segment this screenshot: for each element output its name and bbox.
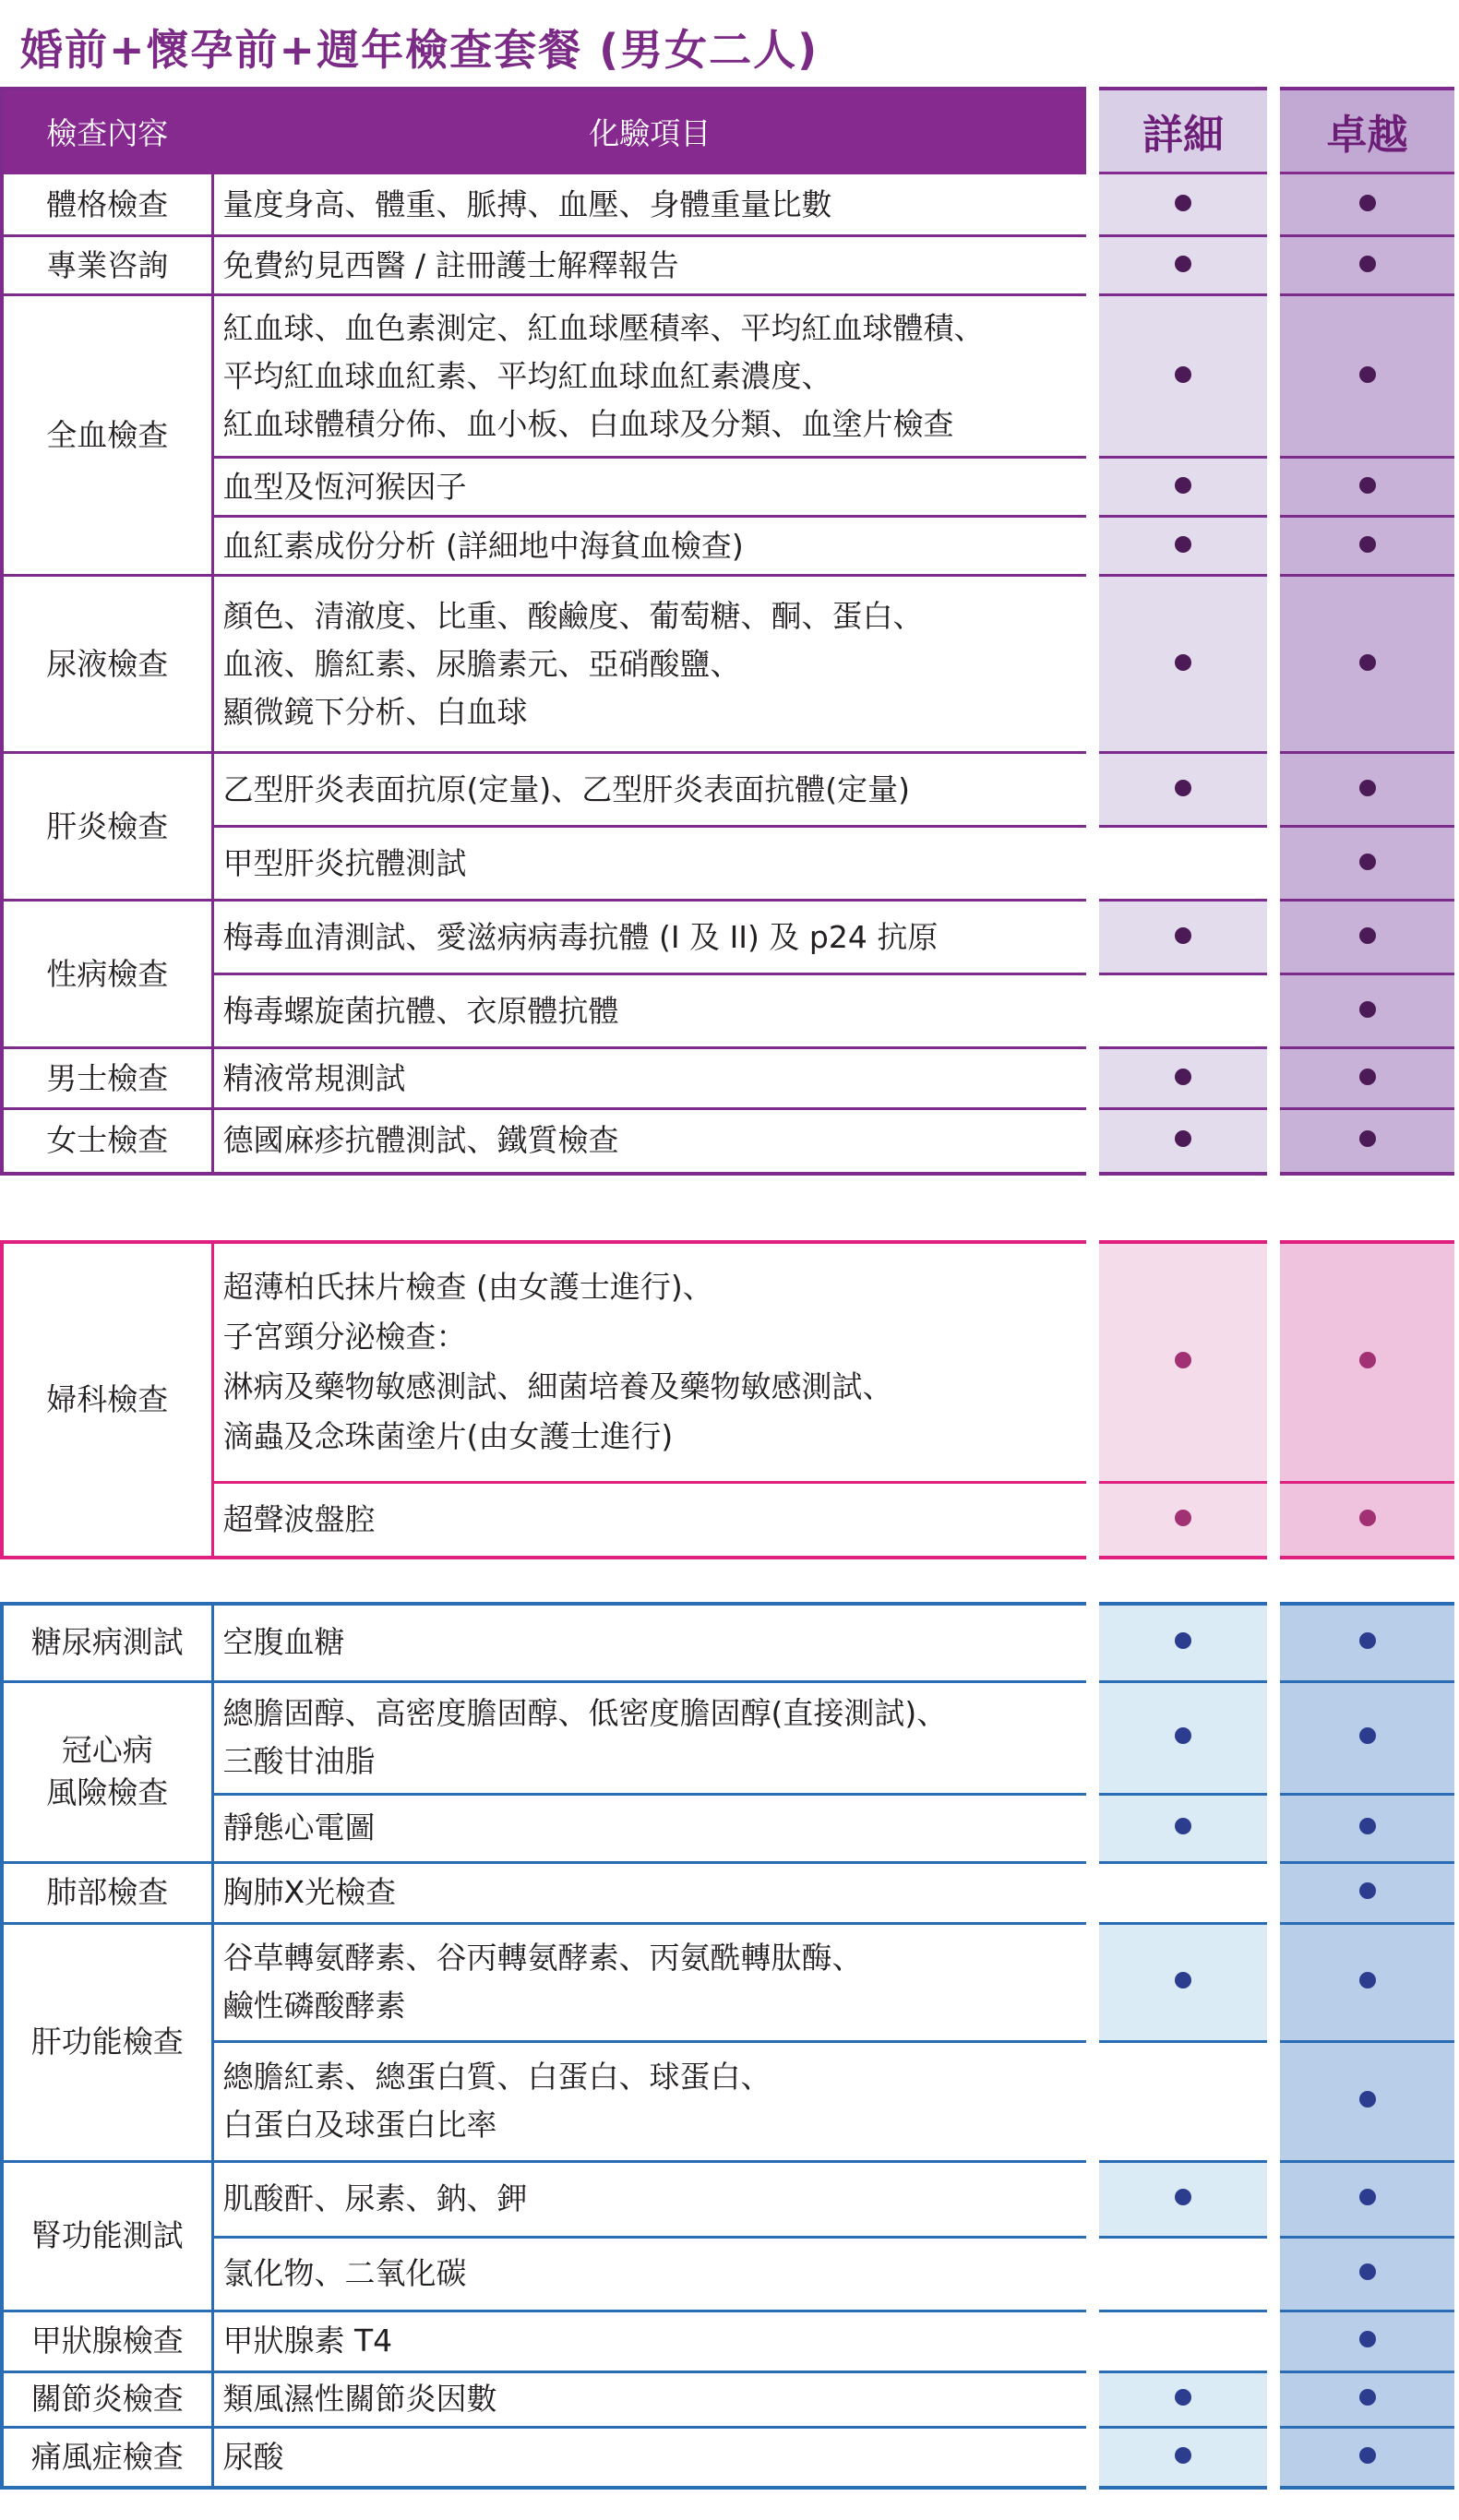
plan-premium-cell [1274, 295, 1458, 458]
test-items [212, 1794, 1093, 1862]
included-dot-icon [1359, 2331, 1376, 2347]
category-label: 糖尿病測試 [2, 1604, 212, 1681]
included-dot-icon [1359, 195, 1376, 211]
section-gynecology [0, 1240, 1459, 1559]
category-label: 關節炎檢查 [2, 2371, 212, 2427]
category-label: 性病檢查 [2, 901, 212, 1048]
test-item-line: 類風濕性關節炎因數 [222, 2381, 497, 2417]
test-item-line: 尿酸 [222, 2438, 284, 2475]
test-items [212, 2041, 1093, 2161]
plan-detailed-cell [1093, 2161, 1274, 2237]
test-item-line: 子宮頸分泌檢查： [222, 1319, 467, 1356]
plan-detailed-cell [1093, 974, 1274, 1048]
plan-premium-cell [1274, 1923, 1458, 2041]
test-items [212, 1604, 1093, 1681]
plan-detailed-cell [1093, 753, 1274, 827]
test-item-line: 紅血球、血色素測定、紅血球壓積率、平均紅血球體積、 [222, 309, 985, 346]
category-label: 腎功能測試 [2, 2161, 212, 2311]
included-dot-icon [1359, 1632, 1376, 1649]
included-dot-icon [1359, 1882, 1376, 1899]
included-dot-icon [1175, 1352, 1191, 1368]
included-dot-icon [1359, 1130, 1376, 1147]
test-items [212, 2371, 1093, 2427]
included-dot-icon [1359, 366, 1376, 383]
included-dot-icon [1175, 2389, 1191, 2406]
test-item-line: 甲型肝炎抗體測試 [222, 844, 467, 881]
plan-premium-cell [1274, 974, 1458, 1048]
plan-detailed-cell [1093, 2041, 1274, 2161]
plan-detailed-cell [1093, 1681, 1274, 1794]
header-items: 化驗項目 [212, 89, 1093, 173]
included-dot-icon [1175, 1972, 1191, 1989]
test-items [212, 2237, 1093, 2311]
table-row [2, 1604, 1458, 1681]
plan-premium-cell [1274, 576, 1458, 753]
included-dot-icon [1175, 256, 1191, 272]
included-dot-icon [1359, 2091, 1376, 2108]
test-items [212, 1862, 1093, 1923]
table-row [2, 173, 1458, 236]
plan-detailed-cell [1093, 458, 1274, 517]
table-row [2, 458, 1458, 517]
included-dot-icon [1359, 477, 1376, 494]
plan-detailed-cell [1093, 2311, 1274, 2371]
test-item-line: 白蛋白及球蛋白比率 [222, 2107, 497, 2143]
included-dot-icon [1175, 477, 1191, 494]
test-items [212, 753, 1093, 827]
category-label: 全血檢查 [2, 295, 212, 576]
included-dot-icon [1359, 2447, 1376, 2464]
test-item-line: 胸肺X光檢查 [222, 1874, 397, 1910]
test-item-line: 滴蟲及念珠菌塗片(由女護士進行) [222, 1418, 674, 1455]
category-label: 體格檢查 [2, 173, 212, 236]
plan-premium-cell [1274, 1482, 1458, 1558]
included-dot-icon [1175, 1130, 1191, 1147]
test-item-line: 甲狀腺素 T4 [222, 2323, 393, 2359]
table-row [2, 1109, 1458, 1174]
category-label: 專業咨詢 [2, 236, 212, 295]
plan-detailed-cell [1093, 576, 1274, 753]
test-item-line: 總膽固醇、高密度膽固醇、低密度膽固醇(直接測試)、 [222, 1695, 948, 1731]
test-items [212, 901, 1093, 974]
test-item-line: 谷草轉氨酵素、谷丙轉氨酵素、丙氨酰轉肽酶、 [222, 1940, 863, 1976]
test-item-line: 平均紅血球血紅素、平均紅血球血紅素濃度、 [222, 357, 832, 394]
included-dot-icon [1359, 536, 1376, 553]
plan-premium-cell [1274, 827, 1458, 901]
test-item-line: 紅血球體積分佈、血小板、白血球及分類、血塗片檢查 [222, 405, 954, 442]
included-dot-icon [1175, 2447, 1191, 2464]
table-row [2, 753, 1458, 827]
category-label: 男士檢查 [2, 1048, 212, 1109]
category-label: 婦科檢查 [2, 1242, 212, 1558]
category-label: 甲狀腺檢查 [2, 2311, 212, 2371]
test-item-line: 氯化物、二氧化碳 [222, 2255, 467, 2291]
included-dot-icon [1359, 256, 1376, 272]
plan-premium-cell [1274, 1048, 1458, 1109]
included-dot-icon [1359, 1727, 1376, 1744]
test-item-line: 血液、膽紅素、尿膽素元、亞硝酸鹽、 [222, 645, 741, 682]
table-row [2, 2041, 1458, 2161]
table-row [2, 295, 1458, 458]
plan-detailed-cell [1093, 236, 1274, 295]
plan-detailed-cell [1093, 1604, 1274, 1681]
table-row [2, 236, 1458, 295]
plan-detailed-cell [1093, 2371, 1274, 2427]
section-general [0, 87, 1459, 1176]
test-item-line: 總膽紅素、總蛋白質、白蛋白、球蛋白、 [222, 2059, 771, 2095]
table-row [2, 2371, 1458, 2427]
header-plan-detailed: 詳細 [1093, 89, 1274, 173]
table-row [2, 1681, 1458, 1794]
included-dot-icon [1359, 927, 1376, 944]
table-row [2, 1794, 1458, 1862]
plan-detailed-cell [1093, 1109, 1274, 1174]
plan-detailed-cell [1093, 1048, 1274, 1109]
test-item-line: 超聲波盤腔 [222, 1500, 376, 1537]
test-item-line: 空腹血糖 [222, 1624, 345, 1661]
plan-detailed-cell [1093, 1242, 1274, 1482]
table-row [2, 517, 1458, 576]
plan-premium-cell [1274, 1862, 1458, 1923]
included-dot-icon [1175, 2189, 1191, 2205]
test-items [212, 1109, 1093, 1174]
included-dot-icon [1175, 1632, 1191, 1649]
category-label: 肺部檢查 [2, 1862, 212, 1923]
test-item-line: 免費約見西醫 / 註冊護士解釋報告 [222, 246, 679, 283]
category-label: 尿液檢查 [2, 576, 212, 753]
included-dot-icon [1175, 1727, 1191, 1744]
test-item-line: 血紅素成份分析 (詳細地中海貧血檢查) [222, 527, 744, 564]
test-item-line: 血型及恆河猴因子 [222, 468, 467, 505]
included-dot-icon [1175, 654, 1191, 671]
test-item-line: 量度身高、體重、脈搏、血壓、身體重量比數 [222, 185, 832, 222]
page-title: 婚前+懷孕前+週年檢查套餐 (男女二人) [20, 25, 819, 75]
plan-detailed-cell [1093, 2237, 1274, 2311]
plan-detailed-cell [1093, 517, 1274, 576]
test-item-line: 肌酸酐、尿素、鈉、鉀 [222, 2180, 528, 2216]
test-item-line: 梅毒螺旋菌抗體、衣原體抗體 [222, 992, 619, 1029]
plan-premium-cell [1274, 2371, 1458, 2427]
plan-detailed-cell [1093, 827, 1274, 901]
plan-premium-cell [1274, 1109, 1458, 1174]
included-dot-icon [1175, 1818, 1191, 1834]
test-items [212, 1681, 1093, 1794]
included-dot-icon [1359, 2189, 1376, 2205]
test-items [212, 295, 1093, 458]
test-items [212, 2427, 1093, 2488]
header-category: 檢查內容 [2, 89, 212, 173]
test-items [212, 576, 1093, 753]
category-label: 冠心病 風險檢查 [2, 1681, 212, 1862]
test-item-line: 超薄柏氏抹片檢查 (由女護士進行)、 [222, 1269, 713, 1306]
test-items [212, 1482, 1093, 1558]
plan-detailed-cell [1093, 2427, 1274, 2488]
table-row [2, 2427, 1458, 2488]
test-items [212, 1048, 1093, 1109]
included-dot-icon [1359, 654, 1376, 671]
test-items [212, 827, 1093, 901]
plan-detailed-cell [1093, 1794, 1274, 1862]
test-item-line: 靜態心電圖 [222, 1809, 376, 1845]
test-items [212, 2161, 1093, 2237]
plan-detailed-cell [1093, 173, 1274, 236]
table-row [2, 827, 1458, 901]
table-row [2, 1048, 1458, 1109]
test-items [212, 517, 1093, 576]
included-dot-icon [1359, 1972, 1376, 1989]
test-items [212, 1242, 1093, 1482]
test-item-line: 三酸甘油脂 [222, 1743, 376, 1779]
plan-premium-cell [1274, 1242, 1458, 1482]
plan-premium-cell [1274, 2237, 1458, 2311]
plan-detailed-cell [1093, 1923, 1274, 2041]
table-row [2, 1242, 1458, 1482]
test-item-line: 顯微鏡下分析、白血球 [222, 693, 528, 730]
table-row [2, 576, 1458, 753]
plan-premium-cell [1274, 2427, 1458, 2488]
included-dot-icon [1359, 1510, 1376, 1526]
table-row [2, 901, 1458, 974]
included-dot-icon [1175, 1510, 1191, 1526]
table-row [2, 1923, 1458, 2041]
table-row [2, 974, 1458, 1048]
plan-premium-cell [1274, 173, 1458, 236]
included-dot-icon [1359, 854, 1376, 870]
test-items [212, 2311, 1093, 2371]
included-dot-icon [1359, 1001, 1376, 1018]
included-dot-icon [1175, 536, 1191, 553]
test-item-line: 淋病及藥物敏感測試、細菌培養及藥物敏感測試、 [222, 1368, 893, 1405]
category-label: 女士檢查 [2, 1109, 212, 1174]
included-dot-icon [1175, 366, 1191, 383]
plan-premium-cell [1274, 2311, 1458, 2371]
plan-detailed-cell [1093, 901, 1274, 974]
category-label: 肝炎檢查 [2, 753, 212, 901]
included-dot-icon [1359, 780, 1376, 796]
included-dot-icon [1359, 1352, 1376, 1368]
plan-premium-cell [1274, 753, 1458, 827]
table-row [2, 2237, 1458, 2311]
included-dot-icon [1175, 1069, 1191, 1085]
included-dot-icon [1359, 1818, 1376, 1834]
category-label: 痛風症檢查 [2, 2427, 212, 2488]
test-item-line: 鹼性磷酸酵素 [222, 1988, 406, 2024]
plan-premium-cell [1274, 1604, 1458, 1681]
test-items [212, 236, 1093, 295]
included-dot-icon [1175, 927, 1191, 944]
test-item-line: 乙型肝炎表面抗原(定量)、乙型肝炎表面抗體(定量) [222, 770, 910, 807]
test-items [212, 173, 1093, 236]
included-dot-icon [1175, 780, 1191, 796]
test-items [212, 1923, 1093, 2041]
test-item-line: 顏色、清澈度、比重、酸鹼度、葡萄糖、酮、蛋白、 [222, 597, 924, 634]
test-item-line: 梅毒血清測試、愛滋病病毒抗體 (I 及 II) 及 p24 抗原 [222, 918, 939, 955]
plan-premium-cell [1274, 2161, 1458, 2237]
included-dot-icon [1175, 195, 1191, 211]
plan-premium-cell [1274, 1794, 1458, 1862]
table-row [2, 1482, 1458, 1558]
plan-premium-cell [1274, 236, 1458, 295]
plan-premium-cell [1274, 458, 1458, 517]
table-row [2, 1862, 1458, 1923]
plan-detailed-cell [1093, 1482, 1274, 1558]
table-row [2, 2161, 1458, 2237]
test-items [212, 458, 1093, 517]
plan-detailed-cell [1093, 1862, 1274, 1923]
plan-detailed-cell [1093, 295, 1274, 458]
test-item-line: 精液常規測試 [222, 1059, 406, 1096]
plan-premium-cell [1274, 1681, 1458, 1794]
test-item-line: 德國麻疹抗體測試、鐵質檢查 [222, 1122, 619, 1159]
category-label: 肝功能檢查 [2, 1923, 212, 2161]
plan-premium-cell [1274, 2041, 1458, 2161]
included-dot-icon [1359, 2263, 1376, 2280]
plan-premium-cell [1274, 901, 1458, 974]
header-plan-premium: 卓越 [1274, 89, 1458, 173]
table-row [2, 2311, 1458, 2371]
included-dot-icon [1359, 2389, 1376, 2406]
section-health-screening [0, 1602, 1459, 2490]
included-dot-icon [1359, 1069, 1376, 1085]
test-items [212, 974, 1093, 1048]
table-header [2, 89, 1458, 173]
plan-premium-cell [1274, 517, 1458, 576]
